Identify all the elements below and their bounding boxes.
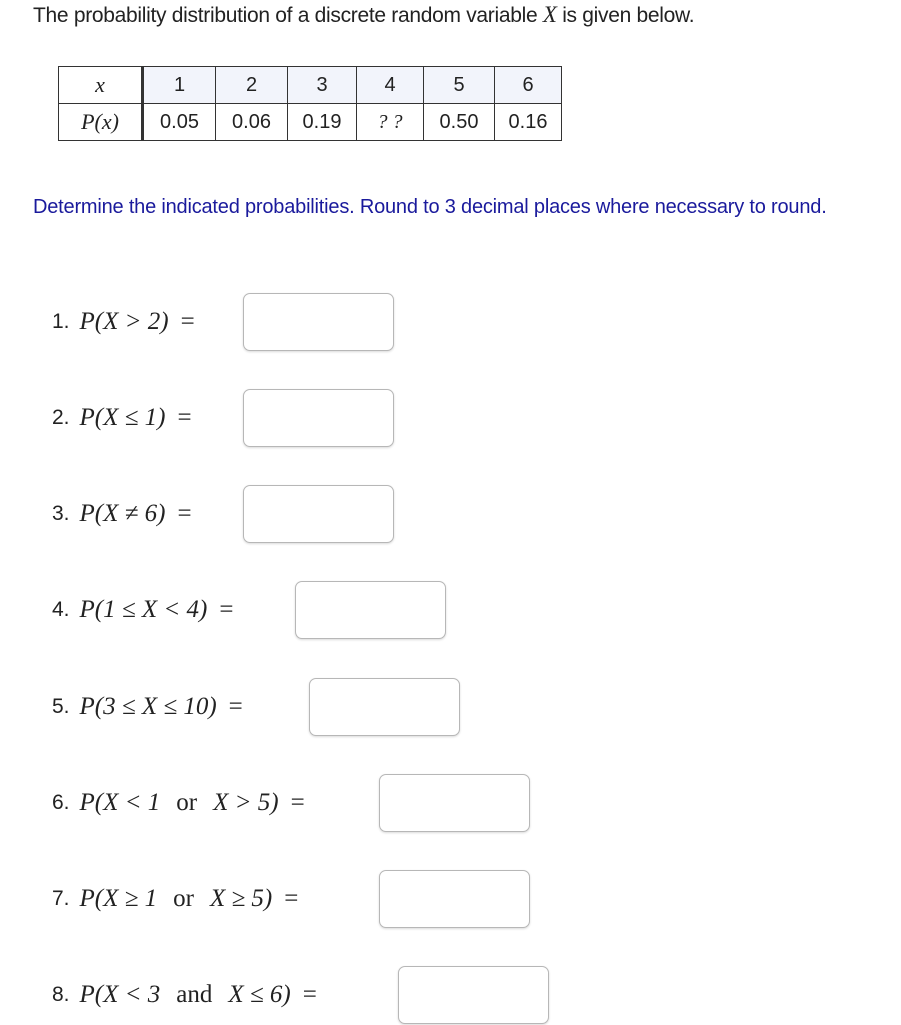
- equals-sign: =: [290, 789, 305, 816]
- question-3: [52, 484, 192, 544]
- question-7: [52, 869, 298, 929]
- question-number: 5.: [52, 695, 70, 718]
- probability-expression: [80, 308, 195, 336]
- probability-row: [59, 104, 562, 141]
- equals-sign: =: [219, 596, 234, 623]
- question-6: [52, 773, 305, 833]
- equals-sign: =: [228, 693, 243, 720]
- answer-input-7[interactable]: [379, 870, 530, 928]
- problem-statement: [33, 2, 694, 28]
- answer-input-2[interactable]: [243, 389, 394, 447]
- x-value-cell: 3: [288, 67, 357, 104]
- random-variable-symbol: X: [542, 2, 557, 27]
- expression-part: P(X < 1: [79, 789, 161, 816]
- probability-expression: [80, 693, 243, 721]
- instructions: Determine the indicated probabilities. Round to 3 decimal places where necessary to round.: [33, 196, 827, 218]
- probability-header: P(x): [59, 104, 143, 141]
- x-value-cell: 6: [495, 67, 562, 104]
- question-number: 2.: [52, 406, 70, 429]
- x-header: x: [59, 67, 143, 104]
- answer-input-8[interactable]: [398, 966, 549, 1024]
- question-number: 4.: [52, 598, 70, 621]
- probability-expression: [80, 404, 192, 432]
- x-value-cell: 5: [424, 67, 495, 104]
- probability-expression: [80, 885, 299, 913]
- equals-sign: =: [180, 308, 195, 335]
- equals-sign: =: [177, 500, 192, 527]
- equals-sign: =: [284, 885, 299, 912]
- question-number: 1.: [52, 310, 70, 333]
- intro-text-after: is given below.: [556, 4, 695, 27]
- x-value-cell: 2: [216, 67, 288, 104]
- answer-input-3[interactable]: [243, 485, 394, 543]
- question-5: [52, 677, 243, 737]
- answer-input-5[interactable]: [309, 678, 460, 736]
- question-4: [52, 580, 233, 640]
- x-value-cell: 1: [143, 67, 216, 104]
- expression-part: X ≤ 6): [228, 981, 291, 1008]
- question-number: 6.: [52, 791, 70, 814]
- expression-part: X ≥ 5): [209, 885, 273, 912]
- probability-cell: 0.50: [424, 104, 495, 141]
- probability-expression: [80, 500, 192, 528]
- probability-expression: [80, 596, 234, 624]
- probability-expression: [80, 981, 317, 1009]
- logical-connector: and: [176, 981, 213, 1008]
- answer-input-1[interactable]: [243, 293, 394, 351]
- probability-distribution-table: [58, 66, 562, 141]
- equals-sign: =: [177, 404, 192, 431]
- expression-part: P(1 ≤ X < 4): [79, 596, 208, 623]
- probability-cell: 0.06: [216, 104, 288, 141]
- x-value-cell: 4: [357, 67, 424, 104]
- question-number: 8.: [52, 983, 70, 1006]
- question-1: [52, 292, 195, 352]
- probability-expression: [80, 789, 305, 817]
- expression-part: P(X ≤ 1): [79, 404, 166, 431]
- expression-part: P(X ≥ 1: [79, 885, 158, 912]
- logical-connector: or: [176, 789, 198, 816]
- answer-input-4[interactable]: [295, 581, 446, 639]
- question-2: [52, 388, 192, 448]
- question-number: 7.: [52, 887, 70, 910]
- intro-text-before: The probability distribution of a discrete random variable: [33, 4, 543, 27]
- question-number: 3.: [52, 502, 70, 525]
- expression-part: P(3 ≤ X ≤ 10): [79, 693, 217, 720]
- expression-part: P(X ≠ 6): [79, 500, 166, 527]
- expression-part: P(X < 3: [79, 981, 161, 1008]
- x-row: [59, 67, 562, 104]
- probability-cell: 0.16: [495, 104, 562, 141]
- probability-cell: 0.19: [288, 104, 357, 141]
- expression-part: P(X > 2): [79, 308, 169, 335]
- logical-connector: or: [173, 885, 194, 912]
- expression-part: X > 5): [213, 789, 279, 816]
- question-8: [52, 965, 317, 1025]
- answer-input-6[interactable]: [379, 774, 530, 832]
- missing-probability-cell: ? ?: [357, 104, 424, 141]
- equals-sign: =: [302, 981, 317, 1008]
- probability-cell: 0.05: [143, 104, 216, 141]
